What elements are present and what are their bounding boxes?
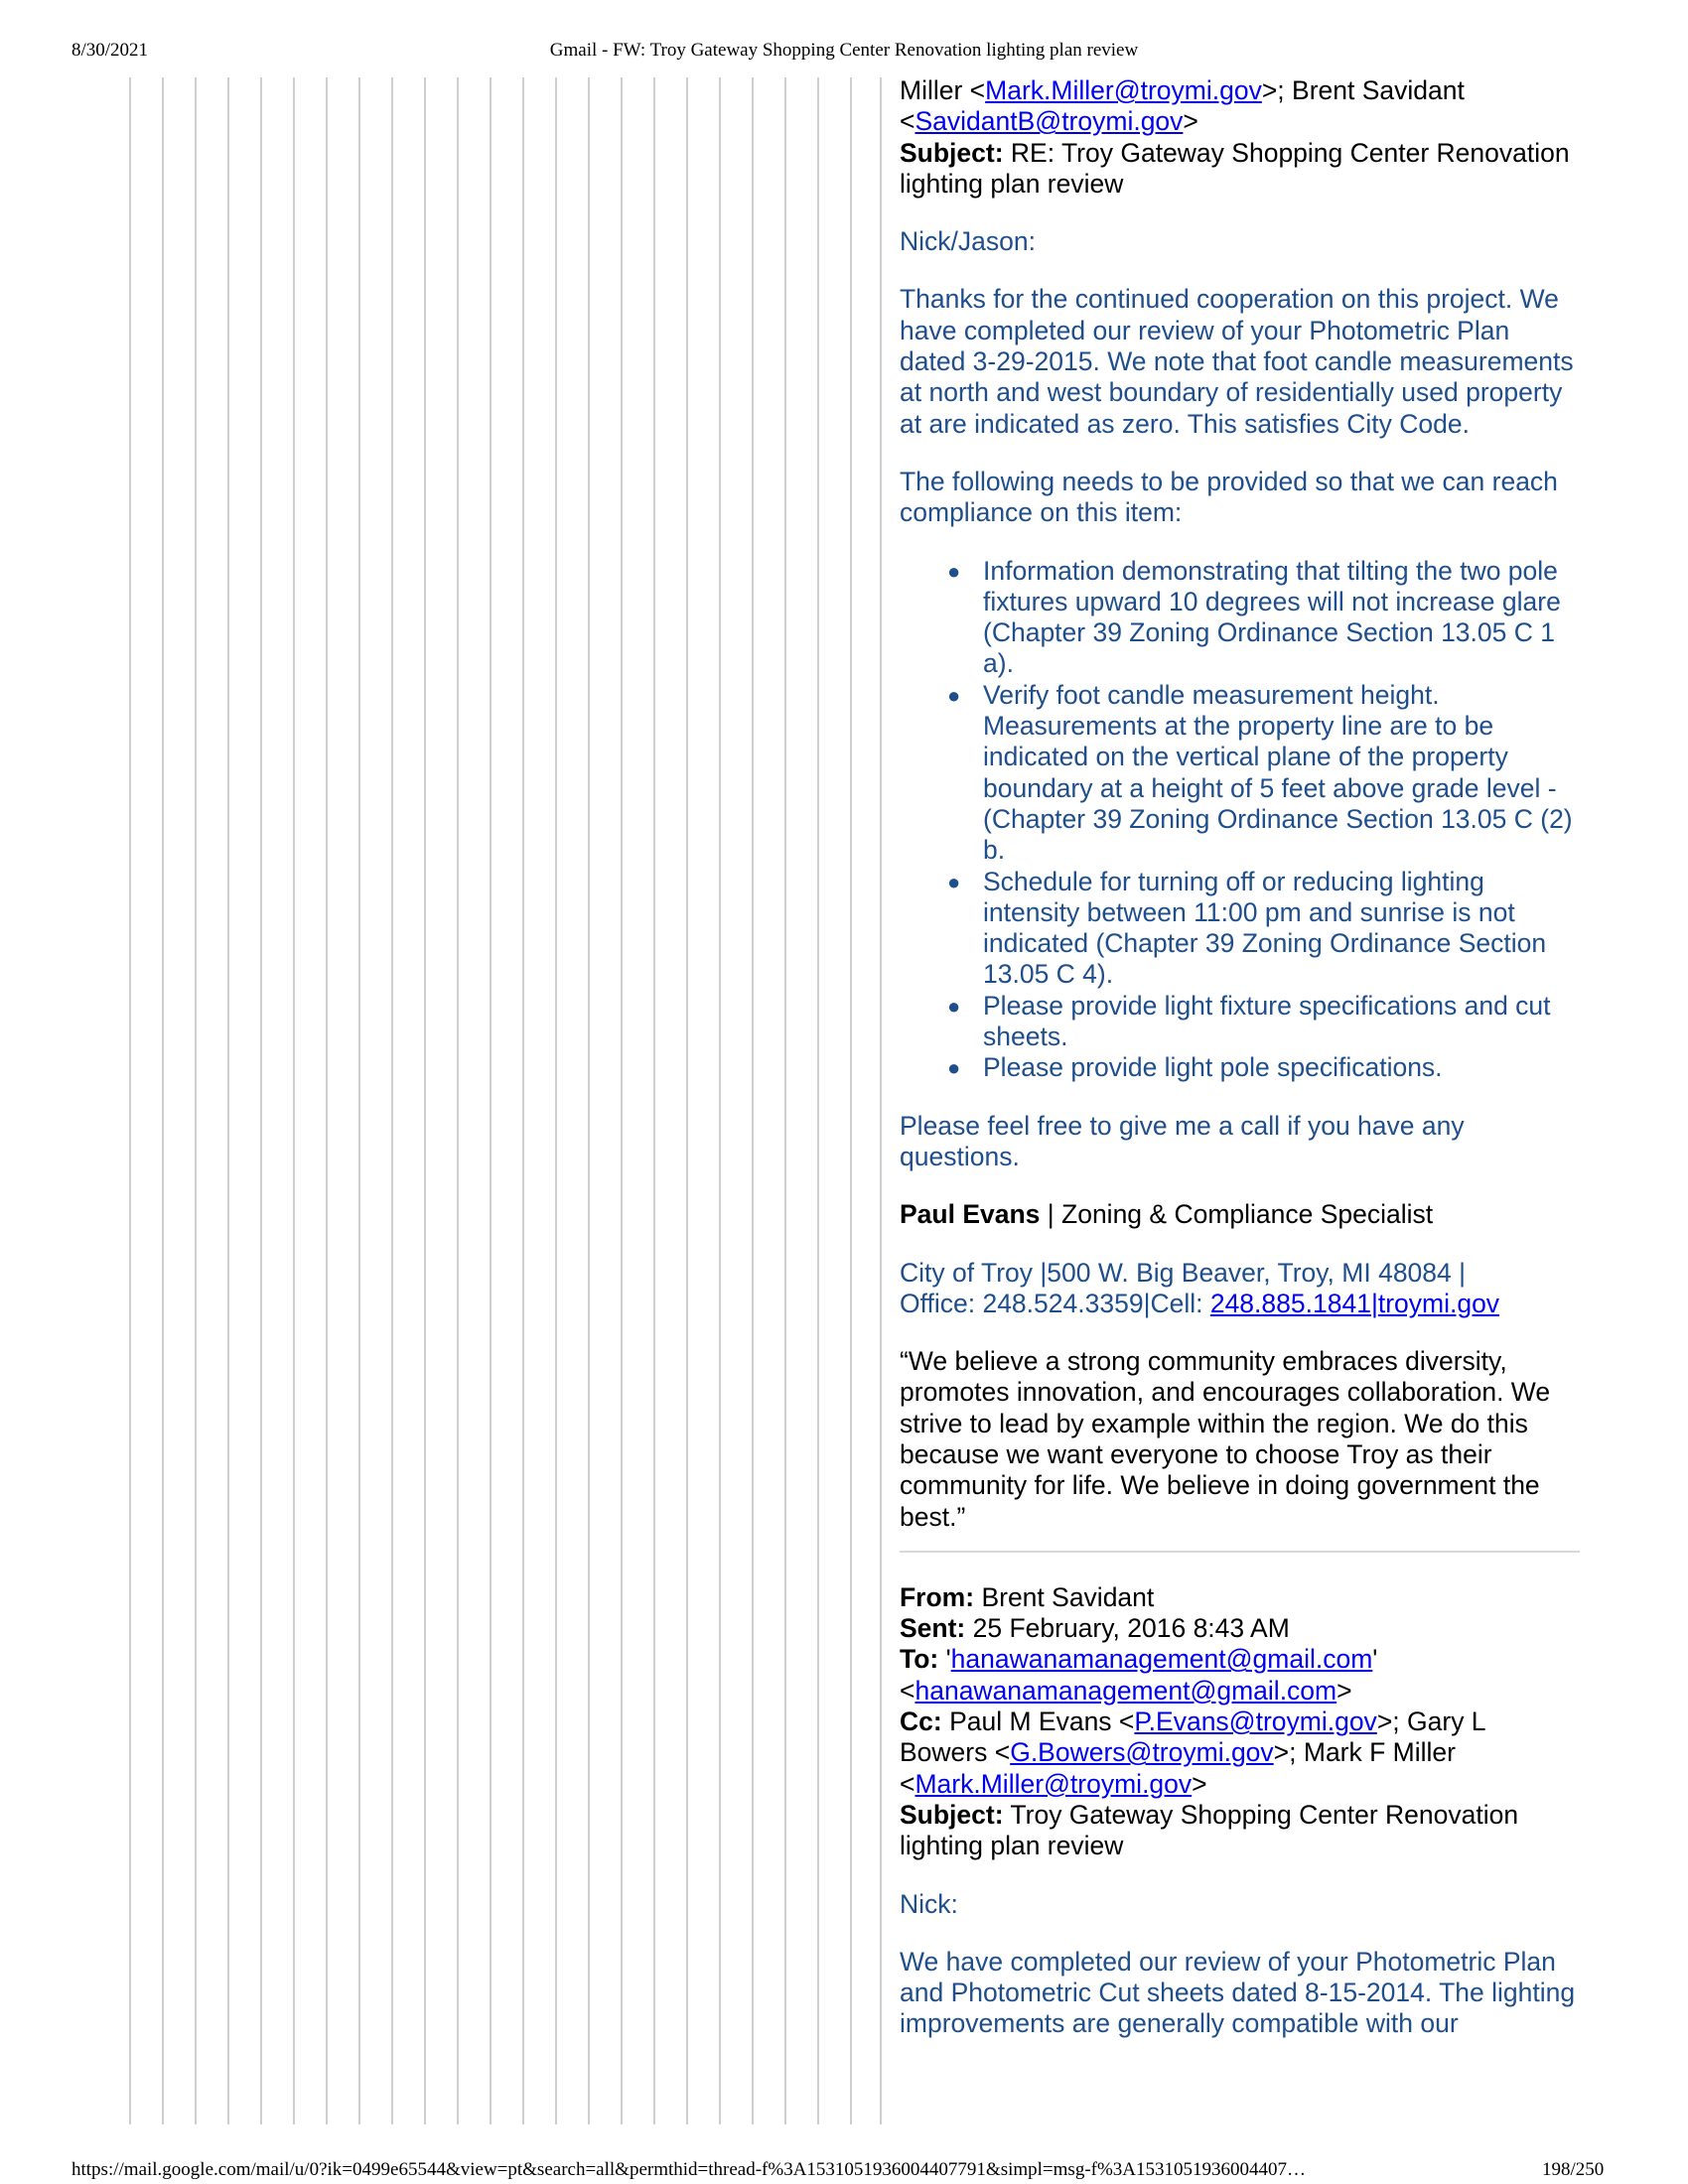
header-text: >; Gary L Bowers < — [900, 1706, 1485, 1768]
list-item — [947, 555, 1580, 680]
signature-name-line — [900, 1199, 1580, 1230]
quote-rule — [227, 77, 229, 2124]
bullet-icon: ● — [947, 558, 961, 584]
list-item-text: Information demonstrating that tilting the two pole fixtures upward 10 degrees will not increase glare (Chapter 39 Zoning Ordinance Section 13.05 C 1 a). — [983, 555, 1561, 679]
quote-rule — [129, 77, 131, 2124]
list-item-text: Schedule for turning off or reducing lighting intensity between 11:00 pm and sunrise is not indicated (Chapter 39 Zoning Ordinance Section 13.05 C 4). — [983, 866, 1547, 990]
quote-depth-rules — [129, 77, 884, 2124]
quote-rule — [686, 77, 688, 2124]
header-text: < — [900, 106, 915, 137]
signature-title: | Zoning & Compliance Specialist — [1040, 1199, 1434, 1230]
quote-rule — [752, 77, 754, 2124]
print-url: https://mail.google.com/mail/u/0?ik=0499e65544&view=pt&search=all&permthid=thread-f%3A1531051936004407791&simpl=msg-f%3A1531051936004407… — [71, 2159, 1307, 2180]
quote-rule — [555, 77, 557, 2124]
quote-rule — [424, 77, 426, 2124]
email-link[interactable]: G.Bowers@troymi.gov — [1010, 1737, 1274, 1768]
header-text: ' — [938, 1644, 951, 1675]
quote-rule — [457, 77, 459, 2124]
greeting: Nick/Jason: — [900, 226, 1036, 257]
quote-rule — [260, 77, 262, 2124]
print-date: 8/30/2021 — [71, 40, 149, 61]
subject-label: Subject: — [900, 137, 1004, 168]
address-line: City of Troy |500 W. Big Beaver, Troy, MI 48084 | — [900, 1257, 1467, 1288]
body-paragraph: The following needs to be provided so that we can reach compliance on this item: — [900, 466, 1558, 528]
sent-text: 25 February, 2016 8:43 AM — [965, 1613, 1290, 1644]
sep-link[interactable]: | — [1370, 1288, 1378, 1318]
list-item — [947, 990, 1580, 1053]
quote-rule — [162, 77, 164, 2124]
reply-headers — [900, 75, 1580, 200]
list-item — [947, 1052, 1580, 1083]
email-link[interactable]: hanawanamanagement@gmail.com — [914, 1675, 1337, 1706]
header-text: ' — [1372, 1644, 1378, 1675]
bullet-icon: ● — [947, 682, 961, 708]
body-paragraph: We have completed our review of your Photometric Plan and Photometric Cut sheets dated 8-15-2014. The lighting improvements are generally compatible with our — [900, 1946, 1576, 2039]
header-text: >; Brent Savidant — [1261, 75, 1465, 105]
message-divider — [900, 1551, 1580, 1553]
header-text: > — [1183, 106, 1198, 137]
body-paragraph: Thanks for the continued cooperation on this project. We have completed our review of your Photometric Plan dated 3-29-2015. We note that foot candle measurements at north and west boundary of residentially used property at are indicated as zero. This satisfies City Code. — [900, 284, 1574, 439]
original-headers — [900, 1582, 1580, 1862]
email-content — [900, 75, 1580, 2040]
quote-rule — [293, 77, 295, 2124]
list-item — [947, 679, 1580, 867]
header-text: < — [900, 1675, 915, 1706]
header-text: Miller < — [900, 75, 986, 105]
signature-name: Paul Evans — [900, 1199, 1041, 1230]
quote-rule — [621, 77, 623, 2124]
subject-label: Subject: — [900, 1799, 1004, 1830]
quote-rule — [358, 77, 360, 2124]
quote-rule — [326, 77, 328, 2124]
list-item-text: Please provide light pole specifications. — [983, 1052, 1443, 1083]
bullet-icon: ● — [947, 869, 961, 894]
quote-rule — [719, 77, 721, 2124]
body-paragraph: Please feel free to give me a call if you have any questions. — [900, 1110, 1465, 1171]
signature-address — [900, 1258, 1580, 1320]
quote-rule — [784, 77, 786, 2124]
list-item-text: Please provide light fixture specifications and cut sheets. — [983, 990, 1551, 1052]
quote-rule — [490, 77, 492, 2124]
quote-rule — [195, 77, 197, 2124]
email-link[interactable]: Mark.Miller@troymi.gov — [985, 75, 1262, 105]
cc-label: Cc: — [900, 1706, 942, 1737]
quote-rule — [653, 77, 655, 2124]
email-link[interactable]: P.Evans@troymi.gov — [1134, 1706, 1377, 1737]
list-item-text: Verify foot candle measurement height. Measurements at the property line are to be indicated on the vertical plane of the property boundary at a height of 5 feet above grade level - (Chapter 39 Zoning Ordinance Section 13.05 C (2) b. — [983, 679, 1573, 866]
from-text: Brent Savidant — [974, 1581, 1155, 1612]
header-text: Paul M Evans < — [941, 1706, 1135, 1737]
list-item — [947, 866, 1580, 991]
email-link[interactable]: Mark.Miller@troymi.gov — [914, 1768, 1193, 1799]
requirements-list — [900, 556, 1580, 1084]
sent-label: Sent: — [900, 1613, 966, 1644]
address-line: Office: 248.524.3359|Cell: — [900, 1288, 1210, 1318]
bullet-icon: ● — [947, 993, 961, 1019]
subject-text: Troy Gateway Shopping Center Renovation lighting plan review — [900, 1799, 1519, 1861]
email-link[interactable]: SavidantB@troymi.gov — [914, 106, 1184, 137]
quote-rule — [880, 77, 882, 2124]
print-title: Gmail - FW: Troy Gateway Shopping Center Renovation lighting plan review — [549, 40, 1139, 61]
quote-rule — [588, 77, 590, 2124]
subject-text: RE: Troy Gateway Shopping Center Renovation lighting plan review — [900, 137, 1570, 199]
phone-link[interactable]: 248.885.1841 — [1209, 1288, 1371, 1318]
to-label: To: — [900, 1644, 939, 1675]
signature-quote: “We believe a strong community embraces diversity, promotes innovation, and encourages collaboration. We strive to lead by example within the region. We do this because we want everyone to choose Troy as their community for life. We believe in doing government the best.” — [900, 1346, 1551, 1532]
email-link[interactable]: hanawanamanagement@gmail.com — [950, 1644, 1373, 1675]
page-number: 198/250 — [1542, 2159, 1605, 2180]
header-text: > — [1336, 1675, 1352, 1706]
from-label: From: — [900, 1581, 975, 1612]
quote-rule — [817, 77, 819, 2124]
print-header — [0, 40, 1688, 69]
bullet-icon: ● — [947, 1055, 961, 1081]
quote-rule — [522, 77, 524, 2124]
website-link[interactable]: troymi.gov — [1377, 1288, 1500, 1318]
header-text: >; Mark F Miller < — [900, 1737, 1456, 1799]
quote-rule — [850, 77, 852, 2124]
quote-rule — [391, 77, 393, 2124]
greeting: Nick: — [900, 1888, 958, 1919]
header-text: > — [1192, 1768, 1207, 1799]
